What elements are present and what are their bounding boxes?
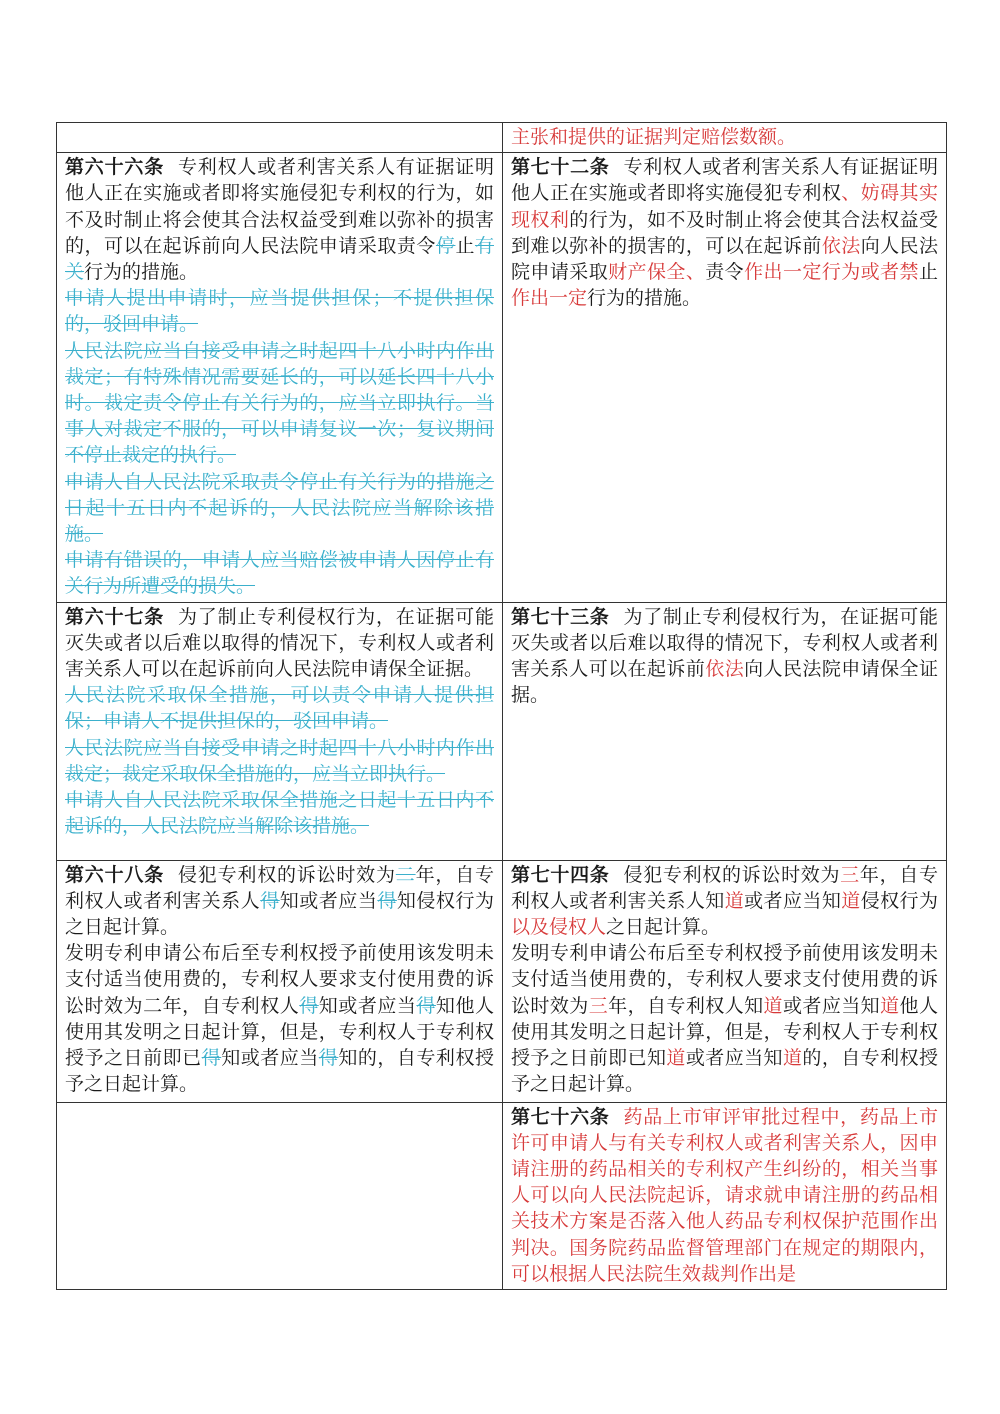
paragraph xyxy=(65,338,494,469)
table-row xyxy=(57,602,947,860)
table-row xyxy=(57,123,947,153)
deleted-text: 停 xyxy=(435,234,456,257)
text-segment: 发明专利申请公布后至专利权授予前使用该发明未支付适当使用费的，专利权人要求支付使用费的诉讼时效为 xyxy=(511,942,938,1017)
new-text-cell xyxy=(503,123,947,153)
article-number: 第六十六条 xyxy=(65,156,164,179)
text-segment: 他人使用其发明之日起计算，但是，专利权人于专利权授予之日前即已知 xyxy=(511,994,938,1070)
article-number: 第七十三条 xyxy=(511,605,610,628)
text-segment: 年，自专利权人知 xyxy=(608,994,764,1017)
deleted-text: 得 xyxy=(201,1047,222,1070)
added-text: 道 xyxy=(880,994,900,1017)
text-segment: 知他人使用其发明之日起计算，但是，专利权人于专利权授予之日前即已 xyxy=(65,994,494,1070)
text-segment: 侵权行为 xyxy=(860,889,938,912)
text-segment: 或者应当知 xyxy=(782,994,881,1017)
new-text-cell xyxy=(503,602,947,860)
paragraph xyxy=(511,940,938,1097)
text-segment: 年，自专利权人或者利害关系人知 xyxy=(511,863,938,912)
old-text-cell xyxy=(57,1102,503,1289)
text-segment: 为了制止专利侵权行为，在证据可能灭失或者以后难以取得的情况下，专利权人或者利害关系人可以在起诉前向人民法院申请保全证据。 xyxy=(65,605,494,681)
article-paragraph xyxy=(65,154,494,285)
added-text: 道 xyxy=(763,994,783,1017)
text-segment: 知侵权行为之日起计算。 xyxy=(65,889,494,939)
deleted-text: 申请人自人民法院采取保全措施之日起十五日内不起诉的，人民法院应当解除该措施。 xyxy=(65,789,494,838)
paragraph xyxy=(65,547,494,599)
added-text: 作出一定 xyxy=(511,287,588,310)
added-text: 药品上市审评审批过程中，药品上市许可申请人与有关专利权人或者利害关系人，因申请注册的药品相关的专利权产生纠纷的，相关当事人可以向人民法院起诉，请求就申请注册的药品相关技术方案是否落入他人药品专利权保护范围作出判决。国务院药品监督管理部门在规定的期限内，可以根据人民法院生效裁判作出是 xyxy=(511,1105,938,1285)
deleted-text: 申请人自人民法院采取责令停止有关行为的措施之日起十五日内不起诉的，人民法院应当解除该措施。 xyxy=(65,470,494,546)
added-text: 道 xyxy=(666,1047,686,1070)
deleted-text: 得 xyxy=(416,994,436,1017)
text-segment: 专利权人或者利害关系人有证据证明他人正在实施或者即将实施侵犯专利权的行为，如不及时制止将会使其合法权益受到难以弥补的损害的，可以在起诉前向人民法院申请采取责令 xyxy=(65,156,494,257)
added-text: 道 xyxy=(841,889,861,912)
added-text: 道 xyxy=(782,1047,803,1070)
added-text: 道 xyxy=(724,889,745,912)
added-text: 财产保全、 xyxy=(608,261,706,284)
article-paragraph xyxy=(65,862,494,941)
deleted-text: 得 xyxy=(260,889,280,912)
new-text-cell xyxy=(503,1102,947,1289)
text-segment: 之日起计算。 xyxy=(606,916,721,939)
paragraph xyxy=(65,682,494,734)
article-paragraph xyxy=(511,862,938,941)
table-row xyxy=(57,1102,947,1289)
deleted-text: 申请人提出申请时，应当提供担保；不提供担保的，驳回申请。 xyxy=(65,287,494,336)
text-segment: 知的，自专利权授予之日起计算。 xyxy=(65,1047,494,1096)
text-segment: 向人民法院申请保全证据。 xyxy=(511,658,938,707)
paragraph xyxy=(511,124,938,150)
deleted-text: 得 xyxy=(377,889,397,912)
text-segment: 行为的措施。 xyxy=(587,287,702,310)
deleted-text: 人民法院采取保全措施，可以责令申请人提供担保；申请人不提供担保的，驳回申请。 xyxy=(65,684,494,733)
added-text: 三 xyxy=(588,994,609,1017)
article-paragraph xyxy=(511,604,938,709)
old-text-cell xyxy=(57,123,503,153)
article-number: 第六十七条 xyxy=(65,605,164,628)
deleted-text: 得 xyxy=(318,1047,339,1070)
old-text-cell xyxy=(57,602,503,860)
paragraph xyxy=(65,469,494,548)
text-segment: 向人民法院申请采取 xyxy=(511,234,938,284)
article-number: 第七十二条 xyxy=(511,156,610,179)
new-text-cell xyxy=(503,860,947,1102)
text-segment: 知或者应当 xyxy=(318,994,417,1017)
deleted-text: 有关 xyxy=(65,234,494,284)
table-row xyxy=(57,153,947,602)
deleted-text: 人民法院应当自接受申请之时起四十八小时内作出裁定；有特殊情况需要延长的，可以延长四十八小时。裁定责令停止有关行为的，应当立即执行。当事人对裁定不服的，可以申请复议一次；复议期间不停止裁定的执行。 xyxy=(65,339,494,467)
added-text: 依法 xyxy=(821,234,861,257)
text-segment: 责令 xyxy=(705,261,745,284)
article-number: 第七十四条 xyxy=(511,863,610,886)
old-text-cell xyxy=(57,153,503,602)
text-segment: 或者应当知 xyxy=(744,889,842,912)
text-segment: 知或者应当 xyxy=(221,1047,319,1070)
text-segment: 的行为，如不及时制止将会使其合法权益受到难以弥补的损害的，可以在起诉前 xyxy=(511,208,938,257)
text-segment: 侵犯专利权的诉讼时效为 xyxy=(623,863,841,886)
text-segment: 止 xyxy=(455,234,475,257)
comparison-table xyxy=(56,122,947,1290)
article-number: 第七十六条 xyxy=(511,1105,610,1128)
text-segment: 年，自专利权人或者利害关系人 xyxy=(65,863,494,912)
text-segment: 专利权人或者利害关系人有证据证明他人正在实施或者即将实施侵犯专利权 xyxy=(511,156,938,205)
added-text: 、妨碍其实现权利 xyxy=(511,182,938,231)
added-text: 三 xyxy=(840,863,860,886)
article-number: 第六十八条 xyxy=(65,863,164,886)
deleted-text: 得 xyxy=(299,994,319,1017)
paragraph xyxy=(65,787,494,839)
text-segment: 或者应当知 xyxy=(685,1047,783,1070)
deleted-text: 二 xyxy=(395,863,416,886)
paragraph xyxy=(65,940,494,1097)
text-segment: 知或者应当 xyxy=(279,889,378,912)
added-text: 依法 xyxy=(705,658,745,681)
added-text: 主张和提供的证据判定赔偿数额。 xyxy=(511,126,797,148)
article-paragraph xyxy=(65,604,494,683)
text-segment: 止 xyxy=(918,261,938,284)
text-segment: 为了制止专利侵权行为，在证据可能灭失或者以后难以取得的情况下，专利权人或者利害关系人可以在起诉前 xyxy=(511,605,938,681)
deleted-text: 申请有错误的，申请人应当赔偿被申请人因停止有关行为所遭受的损失。 xyxy=(65,549,494,598)
table-row xyxy=(57,860,947,1102)
article-paragraph xyxy=(511,1104,938,1287)
added-text: 作出一定行为或者禁 xyxy=(744,261,919,284)
text-segment: 行为的措施。 xyxy=(84,261,199,284)
article-paragraph xyxy=(511,154,938,311)
paragraph xyxy=(65,735,494,787)
paragraph xyxy=(65,285,494,337)
deleted-text: 人民法院应当自接受申请之时起四十八小时内作出裁定；裁定采取保全措施的，应当立即执行。 xyxy=(65,736,494,785)
new-text-cell xyxy=(503,153,947,602)
text-segment: 侵犯专利权的诉讼时效为 xyxy=(178,863,396,886)
text-segment: 发明专利申请公布后至专利权授予前使用该发明未支付适当使用费的，专利权人要求支付使用费的诉讼时效为二年，自专利权人 xyxy=(65,942,494,1017)
added-text: 以及侵权人 xyxy=(511,916,607,939)
old-text-cell xyxy=(57,860,503,1102)
text-segment: 的，自专利权授予之日起计算。 xyxy=(511,1047,938,1096)
